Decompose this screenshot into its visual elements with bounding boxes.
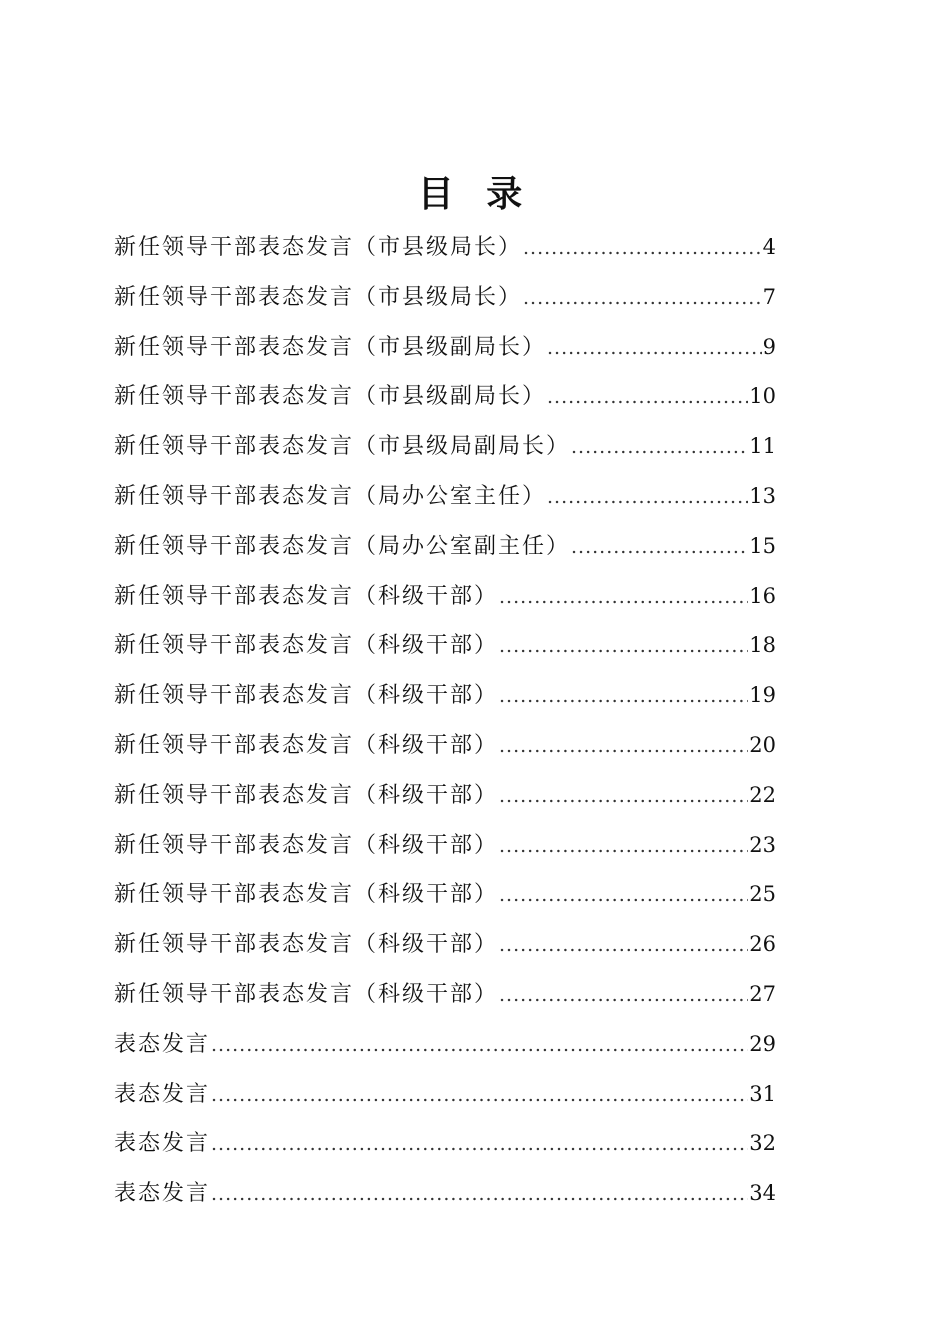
toc-entry[interactable]: [114, 923, 776, 973]
toc-entry-title: 新任领导干部表态发言（局办公室副主任）: [114, 533, 571, 559]
dot-leader: [499, 825, 748, 867]
toc-entry-title: 表态发言: [114, 1081, 211, 1107]
toc-entry-title: 新任领导干部表态发言（科级干部）: [114, 633, 499, 659]
toc-entry-title: 新任领导干部表态发言（市县级局长）: [114, 284, 523, 310]
dot-leader: [211, 1024, 748, 1066]
toc-entry-title: 新任领导干部表态发言（科级干部）: [114, 732, 499, 758]
toc-entry-title: 表态发言: [114, 1181, 211, 1207]
toc-entry[interactable]: [114, 973, 776, 1023]
toc-page-number: 34: [749, 1181, 776, 1206]
toc-entry[interactable]: [114, 1122, 776, 1172]
toc-entry-title: 新任领导干部表态发言（科级干部）: [114, 882, 499, 908]
toc-page-number: 7: [762, 284, 776, 309]
toc-page-number: 26: [749, 932, 776, 957]
toc-page-number: 10: [749, 384, 776, 409]
dot-leader: [499, 576, 748, 618]
dot-leader: [211, 1173, 748, 1215]
toc-entry-title: 新任领导干部表态发言（局办公室主任）: [114, 483, 547, 509]
toc-entry[interactable]: [114, 724, 776, 774]
toc-entry[interactable]: [114, 674, 776, 724]
toc-page-number: 31: [749, 1081, 776, 1106]
toc-entry-title: 新任领导干部表态发言（科级干部）: [114, 583, 499, 609]
dot-leader: [547, 476, 748, 518]
toc-page-number: 25: [749, 882, 776, 907]
toc-page-number: 29: [749, 1031, 776, 1056]
dot-leader: [499, 924, 748, 966]
toc-entry-title: 新任领导干部表态发言（科级干部）: [114, 981, 499, 1007]
toc-entry[interactable]: [114, 326, 776, 376]
dot-leader: [499, 725, 748, 767]
toc-page-number: 20: [749, 732, 776, 757]
toc-entry-title: 新任领导干部表态发言（科级干部）: [114, 782, 499, 808]
toc-page-number: 16: [749, 583, 776, 608]
toc-entry[interactable]: [114, 873, 776, 923]
dot-leader: [499, 775, 748, 817]
dot-leader: [499, 625, 748, 667]
dot-leader: [211, 1123, 748, 1165]
dot-leader: [499, 974, 748, 1016]
toc-entry-title: 新任领导干部表态发言（市县级副局长）: [114, 384, 547, 410]
toc-entry[interactable]: [114, 575, 776, 625]
dot-leader: [499, 874, 748, 916]
toc-page-number: 13: [749, 483, 776, 508]
toc-entry[interactable]: [114, 525, 776, 575]
toc-entry[interactable]: [114, 624, 776, 674]
toc-entry[interactable]: [114, 824, 776, 874]
toc-entry-title: 新任领导干部表态发言（科级干部）: [114, 832, 499, 858]
toc-entry-title: 新任领导干部表态发言（市县级局长）: [114, 235, 523, 260]
dot-leader: [547, 376, 748, 418]
toc-entry-title: 新任领导干部表态发言（市县级副局长）: [114, 334, 547, 360]
dot-leader: [523, 227, 762, 269]
dot-leader: [211, 1074, 748, 1116]
toc-page-number: 19: [749, 683, 776, 708]
dot-leader: [499, 675, 748, 717]
toc-page-number: 4: [762, 235, 776, 259]
toc-entry[interactable]: [114, 276, 776, 326]
toc-entry-title: 新任领导干部表态发言（市县级局副局长）: [114, 434, 571, 460]
dot-leader: [547, 327, 762, 369]
dot-leader: [523, 277, 762, 319]
toc-page-number: 15: [749, 533, 776, 558]
toc-entry[interactable]: [114, 1023, 776, 1073]
toc-page-number: 32: [749, 1131, 776, 1156]
toc-page-number: 23: [749, 832, 776, 857]
dot-leader: [571, 426, 748, 468]
toc-entry[interactable]: [114, 475, 776, 525]
toc-page-number: 27: [749, 981, 776, 1006]
toc-page-number: 9: [762, 334, 776, 359]
toc-entry[interactable]: [114, 226, 776, 276]
dot-leader: [571, 526, 748, 568]
toc-page-number: 22: [749, 782, 776, 807]
toc-page-number: 18: [749, 633, 776, 658]
table-of-contents: [114, 226, 776, 1222]
toc-entry-title: 表态发言: [114, 1031, 211, 1057]
toc-entry[interactable]: [114, 375, 776, 425]
toc-page-number: 11: [749, 434, 776, 459]
toc-entry-title: 新任领导干部表态发言（科级干部）: [114, 683, 499, 709]
toc-entry[interactable]: [114, 774, 776, 824]
toc-entry[interactable]: [114, 1073, 776, 1123]
toc-heading: 目 录: [417, 174, 533, 215]
toc-entry-title: 新任领导干部表态发言（科级干部）: [114, 932, 499, 958]
toc-entry[interactable]: [114, 1172, 776, 1222]
toc-entry-title: 表态发言: [114, 1131, 211, 1157]
toc-entry[interactable]: [114, 425, 776, 475]
